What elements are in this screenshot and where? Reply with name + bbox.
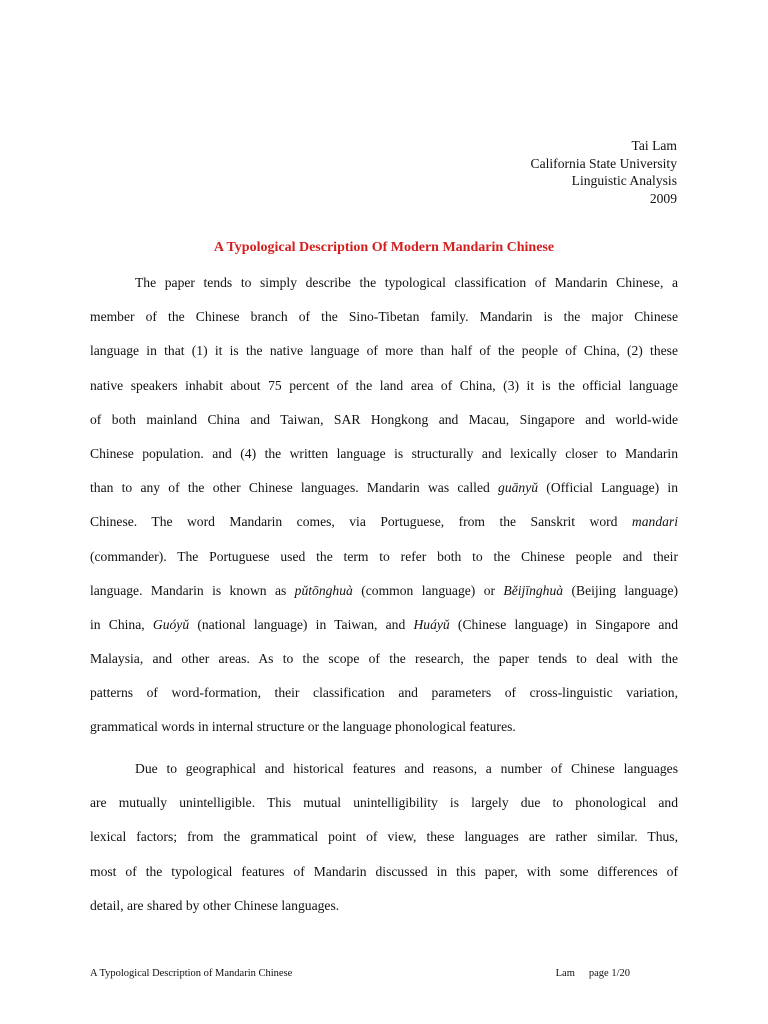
- author-block: [531, 137, 677, 207]
- course-name: Linguistic Analysis: [571, 173, 677, 188]
- text-line: grammatical words in internal structure or the language phonological features.: [90, 719, 516, 735]
- text-line: The paper tends to simply describe the typological classification of Mandarin Chinese, a: [135, 275, 678, 290]
- text-line: language in that (1) it is the native language of more than half of the people of China, (2) these: [90, 343, 678, 359]
- text-line: native speakers inhabit about 75 percent of the land area of China, (3) it is the official language: [90, 377, 678, 393]
- pinyin-term: Běijīnghuà: [503, 582, 564, 598]
- text-run: (Official Language) in: [538, 480, 679, 496]
- text-line: member of the Chinese branch of the Sino-Tibetan family. Mandarin is the major Chinese: [90, 309, 678, 325]
- text-line: Malaysia, and other areas. As to the scope of the research, the paper tends to deal with the: [90, 651, 678, 667]
- footer-title: A Typological Description of Mandarin Chinese: [90, 968, 293, 979]
- page-number: page 1/20: [588, 968, 630, 979]
- page-title: A Typological Description Of Modern Mandarin Chinese: [213, 240, 555, 255]
- pinyin-term: pǔtōnghuà: [294, 582, 353, 598]
- text-run: than to any of the other Chinese languages. Mandarin was called: [90, 480, 499, 496]
- text-line: [90, 574, 678, 608]
- text-line: Due to geographical and historical features and reasons, a number of Chinese languages: [135, 761, 678, 776]
- text-line: lexical factors; from the grammatical point of view, these languages are rather similar. Thus,: [90, 829, 678, 845]
- text-line: of both mainland China and Taiwan, SAR Hongkong and Macau, Singapore and world-wide: [90, 411, 678, 427]
- italic-term: mandari: [631, 514, 678, 530]
- text-run: (Beijing language): [563, 582, 679, 598]
- text-run: (common language) or: [352, 582, 504, 598]
- text-line: most of the typological features of Mandarin discussed in this paper, with some differences of: [90, 863, 678, 879]
- text-run: Chinese. The word Mandarin comes, via Portuguese, from the Sanskrit word: [90, 514, 632, 530]
- footer-page-info: [556, 968, 630, 979]
- text-line: are mutually unintelligible. This mutual unintelligibility is largely due to phonological and: [90, 795, 678, 811]
- text-line: detail, are shared by other Chinese languages.: [90, 897, 340, 913]
- pinyin-term: Huáyǔ: [413, 616, 450, 632]
- text-line: [90, 608, 678, 642]
- text-run: (Chinese language) in Singapore and: [449, 616, 679, 632]
- author-name: Tai Lam: [631, 138, 677, 153]
- text-line: (commander). The Portuguese used the term to refer both to the Chinese people and their: [90, 548, 678, 564]
- text-run: language. Mandarin is known as: [90, 582, 295, 598]
- text-line: Chinese population. and (4) the written language is structurally and lexically closer to Mandarin: [90, 445, 678, 461]
- paragraph-2: [90, 752, 678, 923]
- pinyin-term: guānyǔ: [498, 480, 539, 496]
- text-line: patterns of word-formation, their classification and parameters of cross-linguistic variation,: [90, 685, 678, 701]
- text-run: (national language) in Taiwan, and: [189, 616, 414, 632]
- footer-author: Lam: [555, 968, 575, 979]
- year: 2009: [649, 190, 677, 206]
- university-name: California State University: [530, 155, 677, 171]
- pinyin-term: Guóyǔ: [152, 616, 190, 632]
- text-line: [90, 505, 678, 539]
- text-run: in China,: [90, 616, 153, 632]
- paragraph-1: [90, 266, 678, 745]
- text-line: [90, 471, 678, 505]
